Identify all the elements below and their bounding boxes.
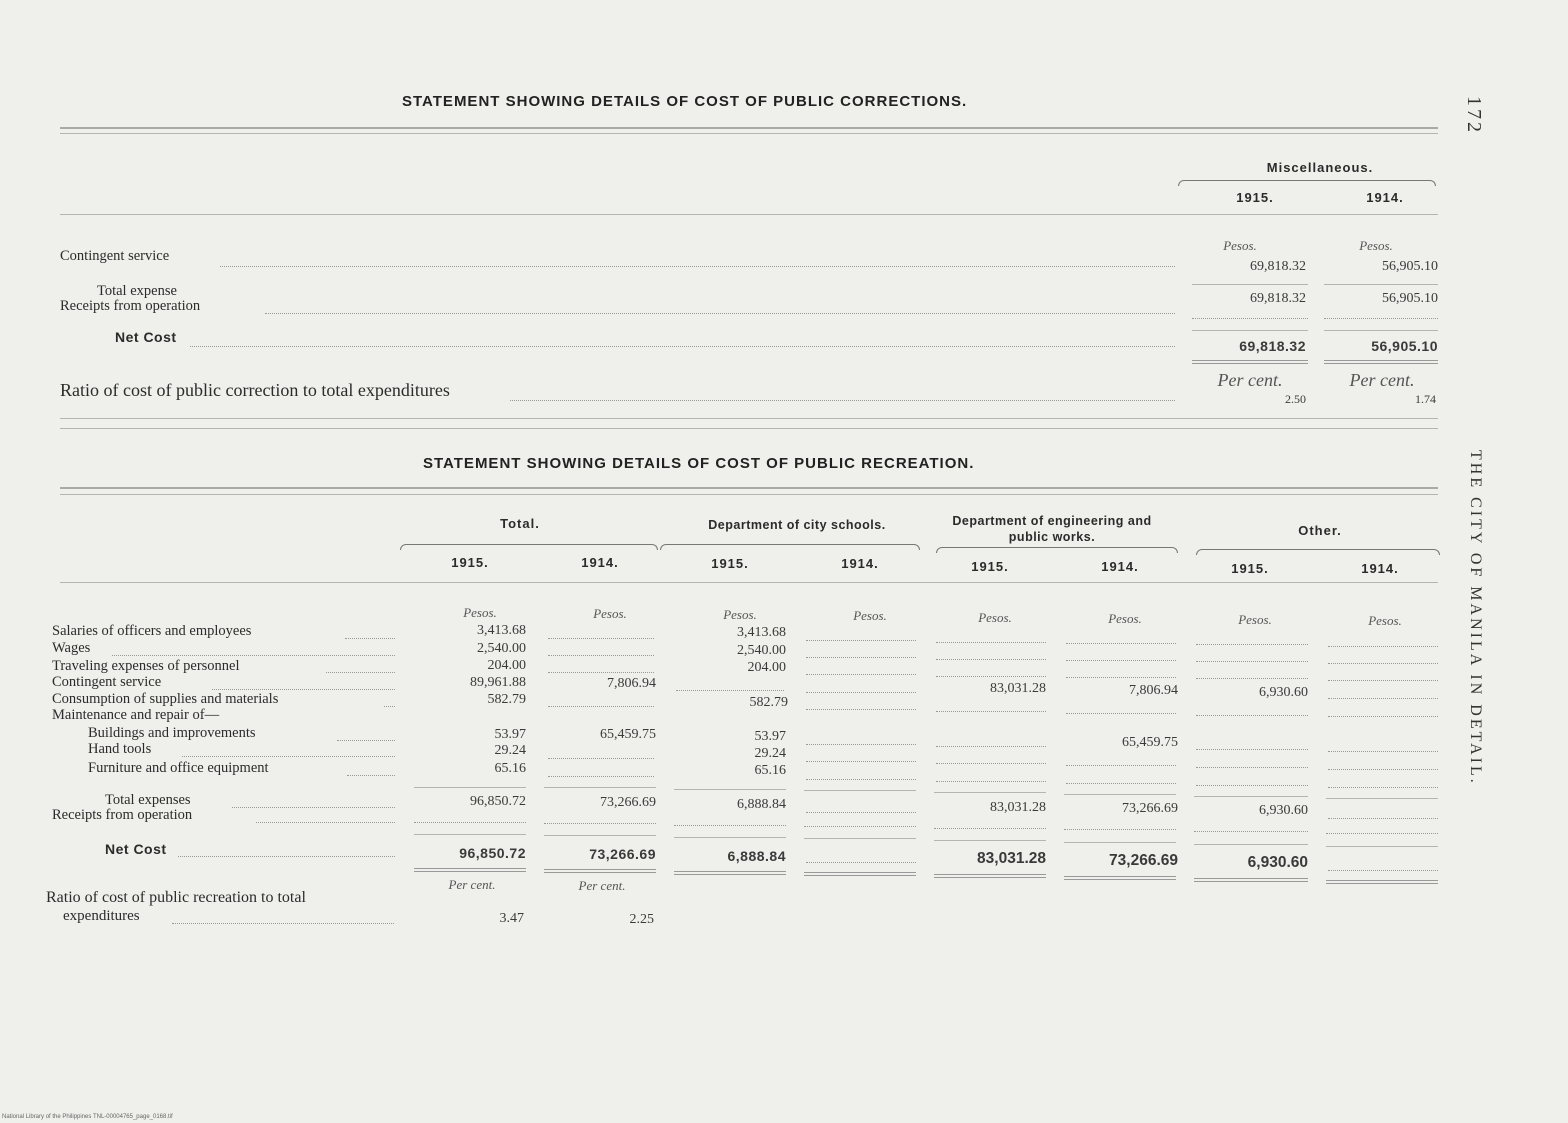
corrections-header-rule xyxy=(60,214,1438,215)
recreation-top-rule xyxy=(60,487,1438,489)
recreation-unit: Pesos. xyxy=(723,607,757,622)
recreation-net-cell: 96,850.72 xyxy=(459,845,526,861)
recreation-cell: 7,806.94 xyxy=(1129,683,1178,698)
recreation-cell: 53.97 xyxy=(754,729,786,744)
recreation-unit: Pesos. xyxy=(1108,611,1142,626)
corrections-net-label: Net Cost xyxy=(115,329,177,345)
recreation-total-cell: 73,266.69 xyxy=(1122,801,1178,816)
corrections-ratio-unit-1914: Per cent. xyxy=(1349,370,1415,390)
recreation-ratio-1915: 3.47 xyxy=(499,911,524,926)
recreation-cell: 83,031.28 xyxy=(990,681,1046,696)
recreation-row-label: Hand tools xyxy=(88,741,152,757)
page-number: 172 xyxy=(1463,96,1485,135)
recreation-ratio-label-1: Ratio of cost of public recreation to total xyxy=(46,889,306,906)
scan-credit: National Library of the Philippines TNL-00004765_page_0168.tif xyxy=(2,1114,173,1120)
recreation-cell: 65,459.75 xyxy=(1122,735,1178,750)
recreation-year-eng-1915: 1915. xyxy=(971,559,1009,574)
recreation-row-label: Traveling expenses of personnel xyxy=(52,658,240,674)
corrections-year-1914: 1914. xyxy=(1366,190,1404,205)
corrections-unit-1914: Pesos. xyxy=(1359,238,1393,253)
recreation-row-label: Wages xyxy=(52,640,91,656)
recreation-net-cell: 83,031.28 xyxy=(977,850,1046,867)
recreation-total-cell: 6,930.60 xyxy=(1259,803,1308,818)
recreation-total-cell: 83,031.28 xyxy=(990,800,1046,815)
recreation-row-label: Consumption of supplies and materials xyxy=(52,691,279,707)
recreation-year-other-1914: 1914. xyxy=(1361,561,1399,576)
corrections-total-1915: 69,818.32 xyxy=(1250,291,1306,306)
recreation-group-city-schools: Department of city schools. xyxy=(708,518,886,532)
recreation-unit: Pesos. xyxy=(1238,612,1272,627)
recreation-title: STATEMENT SHOWING DETAILS OF COST OF PUBLIC RECREATION. xyxy=(423,455,975,472)
corrections-net-1914: 56,905.10 xyxy=(1371,338,1438,354)
recreation-row-label: Furniture and office equipment xyxy=(88,760,269,776)
recreation-cell: 29.24 xyxy=(494,743,526,758)
recreation-group-total: Total. xyxy=(500,516,540,531)
recreation-year-eng-1914: 1914. xyxy=(1101,559,1139,574)
corrections-group-brace xyxy=(1178,180,1436,186)
recreation-unit: Pesos. xyxy=(853,608,887,623)
corrections-contingent-1914: 56,905.10 xyxy=(1382,259,1438,274)
recreation-row-label: Maintenance and repair of— xyxy=(52,707,220,723)
recreation-year-schools-1915: 1915. xyxy=(711,556,749,571)
recreation-cell: 3,413.68 xyxy=(477,623,526,638)
recreation-net-cell: 73,266.69 xyxy=(589,846,656,862)
recreation-year-total-1914: 1914. xyxy=(581,555,619,570)
recreation-group-other: Other. xyxy=(1298,523,1342,538)
recreation-unit: Pesos. xyxy=(463,605,497,620)
recreation-unit: Pesos. xyxy=(593,606,627,621)
corrections-title: STATEMENT SHOWING DETAILS OF COST OF PUBLIC CORRECTIONS. xyxy=(402,93,968,110)
recreation-net-cell: 6,930.60 xyxy=(1247,854,1308,871)
recreation-year-schools-1914: 1914. xyxy=(841,556,879,571)
recreation-cell: 204.00 xyxy=(487,658,526,673)
corrections-group-header: Miscellaneous. xyxy=(1266,160,1374,175)
corrections-ratio-label: Ratio of cost of public correction to total expenditures xyxy=(60,380,450,400)
corrections-year-1915: 1915. xyxy=(1236,190,1274,205)
recreation-ratio-label-2: expenditures xyxy=(63,908,140,924)
recreation-row-label: Salaries of officers and employees xyxy=(52,623,252,639)
recreation-cell: 204.00 xyxy=(747,660,786,675)
recreation-ratio-1914: 2.25 xyxy=(629,912,654,927)
corrections-ratio-1915: 2.50 xyxy=(1285,392,1306,406)
corrections-ratio-unit-1915: Per cent. xyxy=(1217,370,1283,390)
recreation-row-label: Contingent service xyxy=(52,674,162,690)
recreation-total-cell: 6,888.84 xyxy=(737,797,786,812)
corrections-top-rule xyxy=(60,127,1438,129)
corrections-ratio-1914: 1.74 xyxy=(1415,392,1436,406)
recreation-cell: 7,806.94 xyxy=(607,676,656,691)
recreation-year-total-1915: 1915. xyxy=(451,555,489,570)
recreation-net-cell: 6,888.84 xyxy=(727,848,786,864)
recreation-cell: 65.16 xyxy=(494,761,526,776)
running-head: THE CITY OF MANILA IN DETAIL. xyxy=(1467,450,1484,786)
corrections-unit-1915: Pesos. xyxy=(1223,238,1257,253)
recreation-cell: 582.79 xyxy=(749,695,788,710)
recreation-ratio-unit-1915: Per cent. xyxy=(448,877,496,892)
recreation-total-cell: 96,850.72 xyxy=(470,794,526,809)
recreation-cell: 53.97 xyxy=(494,727,526,742)
recreation-cell: 89,961.88 xyxy=(470,675,526,690)
recreation-cell: 3,413.68 xyxy=(737,625,786,640)
recreation-cell: 65,459.75 xyxy=(600,727,656,742)
corrections-total-label: Total expense xyxy=(97,283,177,299)
recreation-cell: 6,930.60 xyxy=(1259,685,1308,700)
recreation-row-label: Buildings and improvements xyxy=(88,725,256,741)
corrections-contingent-1915: 69,818.32 xyxy=(1250,259,1306,274)
corrections-contingent-label: Contingent service xyxy=(60,248,170,264)
recreation-ratio-unit-1914: Per cent. xyxy=(578,878,626,893)
recreation-cell: 2,540.00 xyxy=(477,641,526,656)
corrections-receipts-label: Receipts from operation xyxy=(60,298,201,314)
recreation-group-engineering: Department of engineering and public works. xyxy=(952,514,1152,544)
recreation-total-label: Total expenses xyxy=(105,792,191,808)
recreation-net-cell: 73,266.69 xyxy=(1109,852,1178,869)
recreation-header-rule xyxy=(60,582,1438,583)
recreation-total-cell: 73,266.69 xyxy=(600,795,656,810)
recreation-year-other-1915: 1915. xyxy=(1231,561,1269,576)
recreation-cell: 2,540.00 xyxy=(737,643,786,658)
recreation-receipts-label: Receipts from operation xyxy=(52,807,193,823)
corrections-total-1914: 56,905.10 xyxy=(1382,291,1438,306)
corrections-net-1915: 69,818.32 xyxy=(1239,338,1306,354)
recreation-unit: Pesos. xyxy=(1368,613,1402,628)
recreation-cell: 65.16 xyxy=(754,763,786,778)
recreation-unit: Pesos. xyxy=(978,610,1012,625)
recreation-cell: 582.79 xyxy=(487,692,526,707)
recreation-net-label: Net Cost xyxy=(105,841,167,857)
recreation-cell: 29.24 xyxy=(754,746,786,761)
